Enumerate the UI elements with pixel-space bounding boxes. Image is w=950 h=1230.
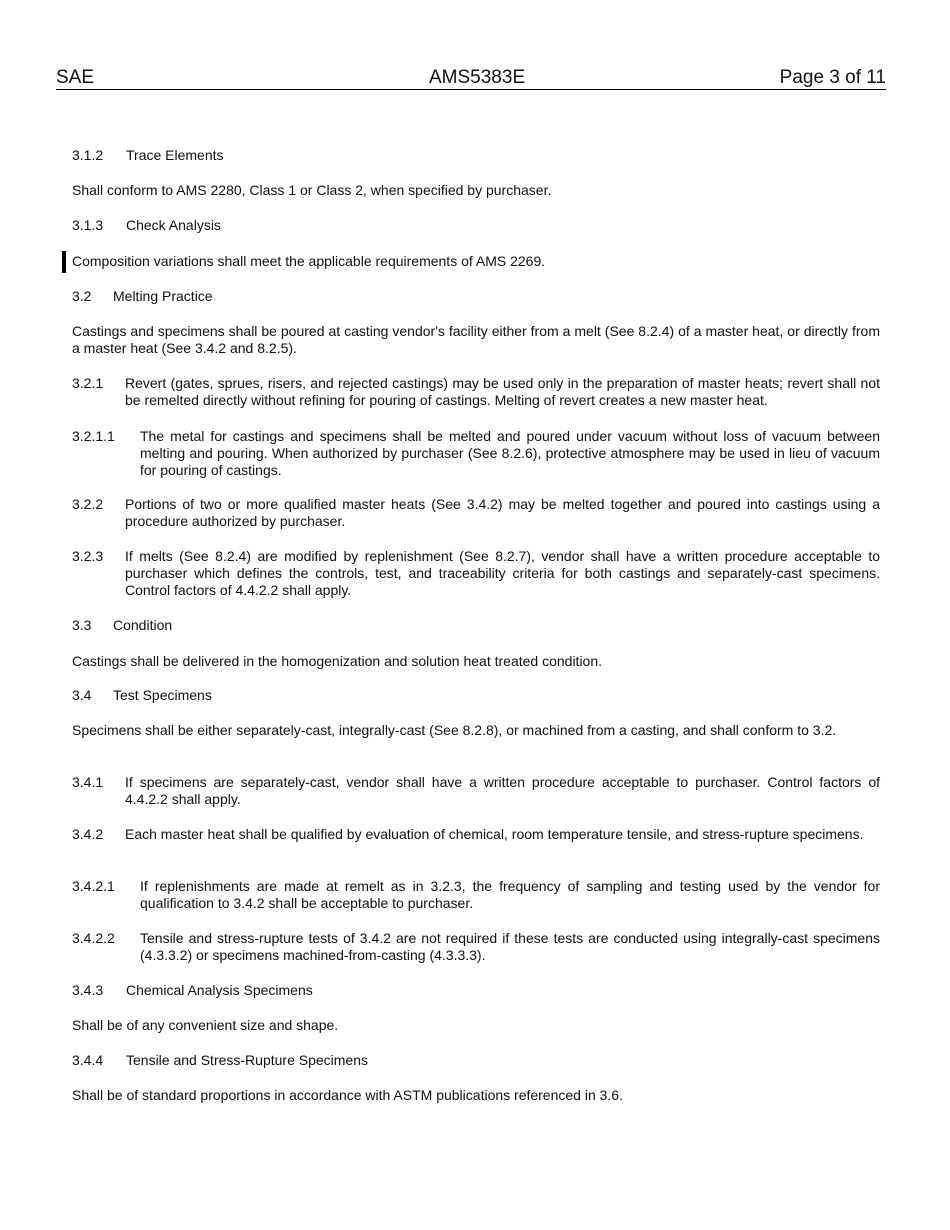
section-title: Trace Elements [126,147,224,163]
section-number: 3.1.3 [72,217,104,233]
section-title: Check Analysis [126,217,221,233]
paragraph-3-2: Castings and specimens shall be poured at casting vendor's facility either from a melt (See 8.2.4) of a master heat, or directly from a master heat (See 3.4.2 and 8.2.5). [72,323,880,356]
clause-number: 3.2.1 [72,375,104,391]
clause-number: 3.2.2 [72,496,104,512]
paragraph-3-1-3: Composition variations shall meet the applicable requirements of AMS 2269. [72,253,546,269]
section-title: Condition [113,617,173,633]
section-number: 3.4.4 [72,1052,104,1068]
clause-text: Tensile and stress-rupture tests of 3.4.2 are not required if these tests are conducted using integrally-cast specimens (4.3.3.2) or specimens machined-from-casting (4.3.3.3). [140,930,880,963]
section-heading-3-1-3 [72,217,880,234]
section-number: 3.1.2 [72,147,104,163]
section-number: 3.4.3 [72,982,104,998]
section-number: 3.2 [72,288,92,304]
section-heading-3-2 [72,288,880,305]
clause-text: If specimens are separately-cast, vendor shall have a written procedure acceptable to purchaser. Control factors of 4.4.2.2 shall apply. [125,774,880,807]
clause-number: 3.4.2.2 [72,930,115,946]
section-number: 3.3 [72,617,92,633]
section-title: Tensile and Stress-Rupture Specimens [126,1052,369,1068]
paragraph-3-1-2: Shall conform to AMS 2280, Class 1 or Class 2, when specified by purchaser. [72,182,552,198]
clause-number: 3.4.2.1 [72,878,115,894]
clause-text: If melts (See 8.2.4) are modified by replenishment (See 8.2.7), vendor shall have a written procedure acceptable to purchaser which defines the controls, test, and traceability criteria for both castings and separately-cast specimens. Control factors of 4.4.2.2 shall apply. [125,548,880,598]
paragraph-3-4-4: Shall be of standard proportions in accordance with ASTM publications referenced in 3.6. [72,1087,623,1103]
paragraph-3-3: Castings shall be delivered in the homogenization and solution heat treated condition. [72,653,603,669]
clause-text: If replenishments are made at remelt as in 3.2.3, the frequency of sampling and testing used by the vendor for qualification to 3.4.2 shall be acceptable to purchaser. [140,878,880,911]
section-title: Test Specimens [113,687,212,703]
revision-change-bar [62,251,66,273]
paragraph-3-4: Specimens shall be either separately-cast, integrally-cast (See 8.2.8), or machined from a casting, and shall conform to 3.2. [72,722,837,738]
page-header [56,66,886,90]
section-heading-3-4-4 [72,1052,880,1069]
section-heading-3-4 [72,687,880,704]
clause-number: 3.4.2 [72,826,104,842]
section-heading-3-4-3 [72,982,880,999]
section-heading-3-1-2 [72,147,880,164]
clause-text: Each master heat shall be qualified by evaluation of chemical, room temperature tensile, and stress-rupture specimens. [125,826,864,842]
clause-number: 3.2.1.1 [72,428,115,444]
section-number: 3.4 [72,687,92,703]
header-page-number: Page 3 of 11 [779,67,886,88]
paragraph-3-4-3: Shall be of any convenient size and shape. [72,1017,339,1033]
section-title: Melting Practice [113,288,213,304]
clause-text: Portions of two or more qualified master heats (See 3.4.2) may be melted together and poured into castings using a procedure authorized by purchaser. [125,496,880,529]
section-heading-3-3 [72,617,880,634]
clause-number: 3.4.1 [72,774,104,790]
clause-text: Revert (gates, sprues, risers, and rejected castings) may be used only in the preparation of master heats; revert shall not be remelted directly without refining for pouring of castings. Melting of revert creates a new master heat. [125,375,880,408]
clause-number: 3.2.3 [72,548,104,564]
clause-text: The metal for castings and specimens shall be melted and poured under vacuum without loss of vacuum between melting and pouring. When authorized by purchaser (See 8.2.6), protective atmosphere may be used in lieu of vacuum for pouring of castings. [140,428,880,478]
header-doc-id: AMS5383E [429,67,526,88]
section-title: Chemical Analysis Specimens [126,982,313,998]
header-org: SAE [56,67,95,88]
